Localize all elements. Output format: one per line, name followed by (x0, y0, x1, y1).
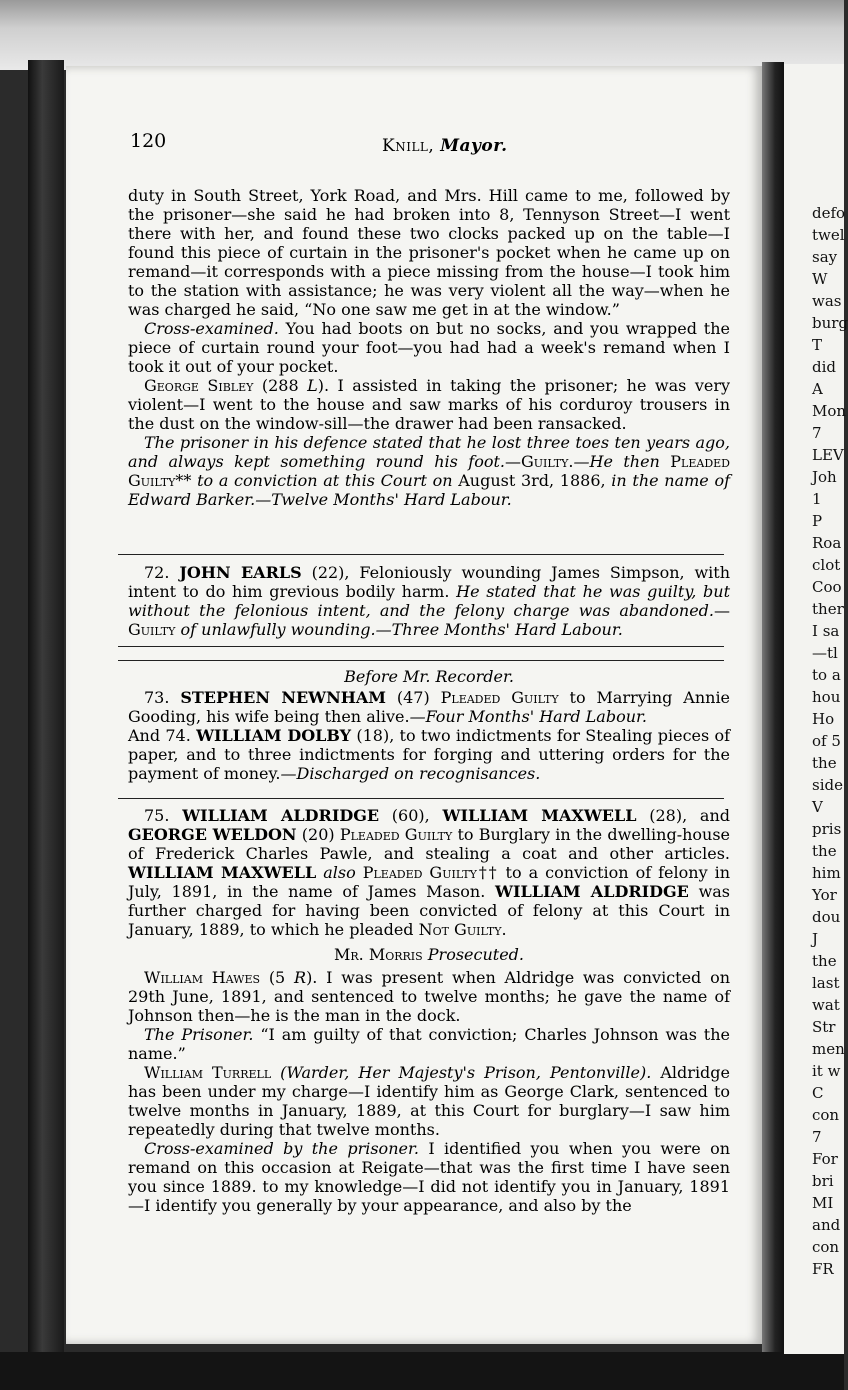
facing-page-line: Ho (812, 710, 835, 728)
facing-page-line: ther (812, 600, 844, 618)
facing-page-line: MI (812, 1194, 834, 1212)
facing-page-line: LEV (812, 446, 844, 464)
facing-page-line: dou (812, 908, 841, 926)
facing-page-line: V (812, 798, 823, 816)
facing-page-line: FR (812, 1260, 834, 1278)
facing-page-line: con (812, 1106, 840, 1124)
facing-page-line: J (812, 930, 819, 948)
facing-page-line: pris (812, 820, 842, 838)
facing-page-line: the (812, 842, 837, 860)
facing-page-line: burg (812, 314, 848, 332)
facing-page-line: hou (812, 688, 841, 706)
facing-page-line: did (812, 358, 837, 376)
case-72: 72. JOHN EARLS (22), Feloniously wounding James Simpson, with intent to do him grevious bodily harm. He stated that he was guilty, but without the felonious intent, and the felony charge was abandoned.—Guilty of unlawfully wounding.—Three Months' Hard Labour. (128, 563, 731, 639)
paragraph-cross-prisoner: Cross-examined by the prisoner. I identified you when you were on remand on this occasion at Reigate—that was the first time I have seen you since 1889. to my knowledge—I did not identify you in January, 1891—I identify you generally by your appearance, and also by the (128, 1139, 731, 1215)
paragraph-constable: duty in South Street, York Road, and Mrs. Hill came to me, followed by the prisoner—she said he had broken into 8, Tennyson Street—I went there with her, and found these two clocks packed up on the table—I found this piece of curtain in the prisoner's pocket when he came up on remand—it corresponds with a piece missing from the house—I took him to the station with assistance; he was very violent all the way—when he was charged he said, “No one saw me get in at the window.” (128, 186, 730, 319)
facing-page-line: 7 (812, 424, 822, 442)
paragraph-prisoner: The Prisoner. “I am guilty of that conviction; Charles Johnson was the name.” (128, 1025, 731, 1063)
facing-page-line: defo (812, 204, 846, 222)
before-recorder: Before Mr. Recorder. (344, 667, 514, 686)
facing-page-line: and (812, 1216, 841, 1234)
page-number: 120 (130, 130, 167, 152)
facing-page-line: men (812, 1040, 845, 1058)
running-head: Knill, Mayor. (382, 136, 508, 156)
facing-page-line: T (812, 336, 823, 354)
facing-page-line: con (812, 1238, 840, 1256)
facing-page-line: it w (812, 1062, 841, 1080)
facing-page-line: C (812, 1084, 824, 1102)
book-top-edge (0, 0, 844, 70)
facing-page-line: Yor (812, 886, 837, 904)
facing-page-line: of 5 (812, 732, 841, 750)
facing-page-line: Mon (812, 402, 847, 420)
section-rule (118, 660, 724, 661)
facing-page-line: side (812, 776, 843, 794)
book-bottom-edge (0, 1352, 844, 1390)
facing-page-line: the (812, 952, 837, 970)
facing-page-line: —tl (812, 644, 838, 662)
paragraph-turrell: William Turrell (Warder, Her Majesty's Prison, Pentonville). Aldridge has been under my charge—I identify him as George Clark, sentenced to twelve months in January, 1889, at this Court for burglary—I saw him repeatedly during that twelve months. (128, 1063, 731, 1139)
facing-page-line: was (812, 292, 842, 310)
facing-page-line: clot (812, 556, 841, 574)
facing-page-line: W (812, 270, 828, 288)
testimony-block (128, 186, 730, 509)
facing-page-line: Roa (812, 534, 842, 552)
cases-73-74: 73. STEPHEN NEWNHAM (47) Pleaded Guilty to Marrying Annie Gooding, his wife being then alive.—Four Months' Hard Labour. And 74. WILLIAM DOLBY (18), to two indictments for Stealing pieces of paper, and to three indictments for forging and uttering orders for the payment of money.—Discharged on recognisances. (128, 688, 731, 783)
facing-page-line: Coo (812, 578, 842, 596)
facing-page-line: the (812, 754, 837, 772)
book-binding (28, 60, 64, 1360)
paragraph-verdict: The prisoner in his defence stated that he lost three toes ten years ago, and always kept something round his foot.—Guilty.—He then Pleaded Guilty** to a conviction at this Court on August 3rd, 1886, in the name of Edward Barker.—Twelve Months' Hard Labour. (128, 433, 731, 509)
facing-page-line: last (812, 974, 840, 992)
section-rule (118, 798, 724, 799)
facing-page-line: wat (812, 996, 840, 1014)
facing-page-line: say (812, 248, 838, 266)
case-75: 75. WILLIAM ALDRIDGE (60), WILLIAM MAXWELL (28), and GEORGE WELDON (20) Pleaded Guilty to Burglary in the dwelling-house of Frederick Charles Pawle, and stealing a coat and other articles. WILLIAM MAXWELL also Pleaded Guilty†† to a conviction of felony in July, 1891, in the name of James Mason. WILLIAM ALDRIDGE was further charged for having been convicted of felony at this Court in January, 1889, to which he pleaded Not Guilty. Mr. Morris Prosecuted. William Hawes (5 R). I was present when Aldridge was convicted on 29th June, 1891, and sentenced to twelve months; he gave the name of Johnson then—he is the man in the dock. The Prisoner. “I am guilty of that conviction; Charles Johnson was the name.” William Turrell (Warder, Her Majesty's Prison, Pentonville). Aldridge has been under my charge—I identify him as George Clark, sentenced to twelve months in January, 1889, at this Court for burglary—I saw him repeatedly during that twelve months. Cross-examined by the prisoner. I identified you when you were on remand on this occasion at Reigate—that was the first time I have seen you since 1889. to my knowledge—I did not identify you in January, 1891—I identify you generally by your appearance, and also by the (128, 806, 731, 1215)
facing-page-line: bri (812, 1172, 834, 1190)
facing-page-fragment (784, 64, 848, 1354)
facing-page-line: 7 (812, 1128, 822, 1146)
paragraph-sibley: George Sibley (288 L). I assisted in taking the prisoner; he was very violent—I went to the house and saw marks of his corduroy trousers in the dust on the window-sill—the drawer had been ransacked. (128, 376, 731, 433)
facing-page-line: A (812, 380, 823, 398)
facing-page-line: For (812, 1150, 838, 1168)
section-rule (118, 646, 724, 647)
facing-page-line: 1 (812, 490, 822, 508)
paragraph-hawes: William Hawes (5 R). I was present when Aldridge was convicted on 29th June, 1891, and sentenced to twelve months; he gave the name of Johnson then—he is the man in the dock. (128, 968, 731, 1025)
facing-page-line: P (812, 512, 823, 530)
paragraph-cross-examined: Cross-examined. You had boots on but no socks, and you wrapped the piece of curtain round your foot—you had had a week's remand when I took it out of your pocket. (128, 319, 730, 376)
book-gutter (762, 62, 784, 1352)
page-header (118, 128, 738, 158)
facing-page-line: to a (812, 666, 841, 684)
facing-page-line: twel (812, 226, 845, 244)
prosecuted-line: Mr. Morris Prosecuted. (334, 945, 524, 964)
facing-page-line: him (812, 864, 841, 882)
section-rule (118, 554, 724, 555)
facing-page-line: Str (812, 1018, 836, 1036)
facing-page-line: I sa (812, 622, 840, 640)
facing-page-line: Joh (812, 468, 837, 486)
